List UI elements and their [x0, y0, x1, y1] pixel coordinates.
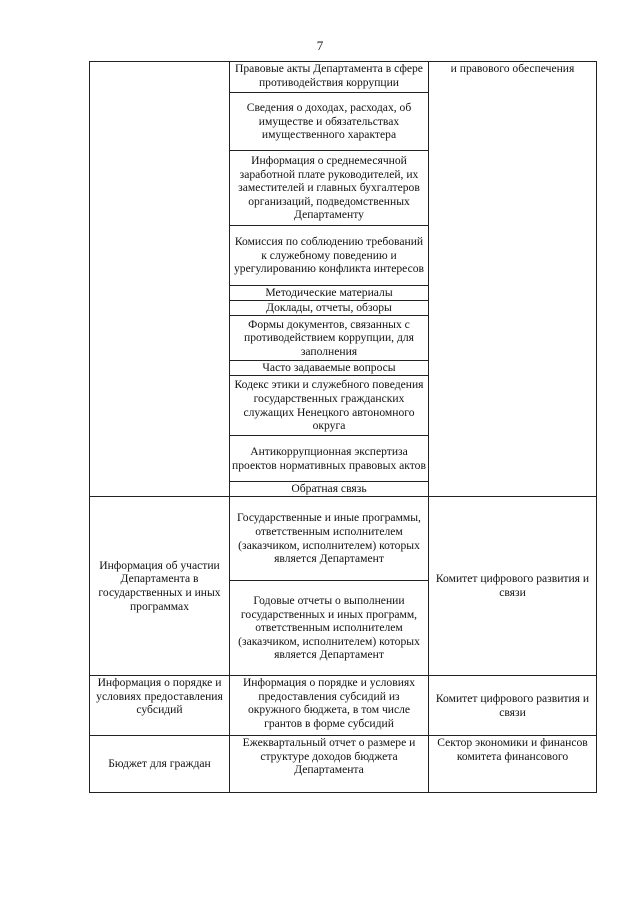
- list-item: Доклады, отчеты, обзоры: [230, 301, 429, 316]
- responsible-unit-cell: Комитет цифрового развития и связи: [429, 676, 597, 736]
- table-row: [90, 62, 597, 93]
- section-cell: Информация о порядке и условиях предоставления субсидий: [90, 676, 230, 736]
- responsible-unit-cell: Комитет цифрового развития и связи: [429, 497, 597, 676]
- list-item: Комиссия по соблюдению требований к служебному поведению и урегулированию конфликта интересов: [230, 226, 429, 286]
- list-item: Правовые акты Департамента в сфере противодействия коррупции: [230, 62, 429, 93]
- list-item: Методические материалы: [230, 286, 429, 301]
- list-item: Кодекс этики и служебного поведения государственных гражданских служащих Ненецкого автономного округа: [230, 376, 429, 436]
- section-cell: Бюджет для граждан: [90, 736, 230, 793]
- list-item: Антикоррупционная экспертиза проектов нормативных правовых актов: [230, 436, 429, 482]
- table-row: [90, 676, 597, 736]
- responsible-unit-cell: и правового обеспечения: [429, 62, 597, 497]
- section-cell: Информация об участии Департамента в государственных и иных программах: [90, 497, 230, 676]
- list-item: Сведения о доходах, расходах, об имуществе и обязательствах имущественного характера: [230, 93, 429, 151]
- responsible-unit-cell: Сектор экономики и финансов комитета финансового: [429, 736, 597, 793]
- list-item: Часто задаваемые вопросы: [230, 361, 429, 376]
- list-item: Обратная связь: [230, 482, 429, 497]
- page-number: 7: [316, 38, 324, 53]
- list-item: Государственные и иные программы, ответственным исполнителем (заказчиком, исполнителем) которых является Департамент: [230, 497, 429, 581]
- list-item: Формы документов, связанных с противодействием коррупции, для заполнения: [230, 316, 429, 361]
- list-item: Информация о среднемесячной заработной плате руководителей, их заместителей и главных бухгалтеров организаций, подведомственных Департаменту: [230, 151, 429, 226]
- document-table: [89, 61, 597, 793]
- table-row: [90, 736, 597, 793]
- list-item: Ежеквартальный отчет о размере и структуре доходов бюджета Департамента: [230, 736, 429, 793]
- section-cell: [90, 62, 230, 497]
- table-row: [90, 497, 597, 581]
- list-item: Информация о порядке и условиях предоставления субсидий из окружного бюджета, в том числе грантов в форме субсидий: [230, 676, 429, 736]
- list-item: Годовые отчеты о выполнении государственных и иных программ, ответственным исполнителем (заказчиком, исполнителем) которых является Департамент: [230, 581, 429, 676]
